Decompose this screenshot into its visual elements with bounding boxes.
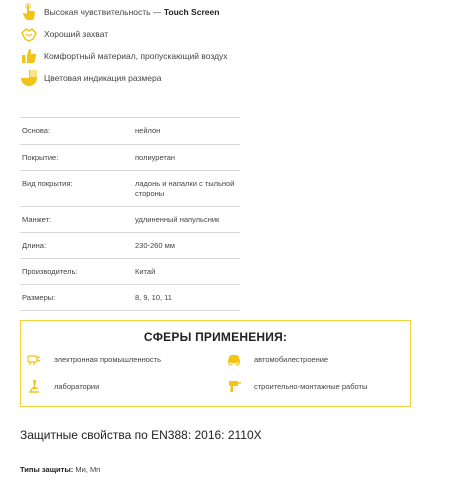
feature-text: Комфортный материал, пропускающий воздух bbox=[44, 51, 228, 61]
application-label: электронная промышленность bbox=[54, 354, 162, 364]
spec-key: Размеры: bbox=[22, 293, 56, 302]
protection-title: Защитные свойства по EN388: 2016: 2110X bbox=[20, 428, 262, 442]
spec-value: удлиненный напульсник bbox=[135, 215, 220, 224]
spec-row bbox=[20, 258, 240, 284]
application-label: лаборатории bbox=[54, 381, 100, 391]
spec-value: ладонь и напалки с тыльной стороны bbox=[135, 179, 235, 198]
spec-table bbox=[20, 117, 240, 311]
application-item bbox=[226, 351, 328, 367]
spec-key: Длина: bbox=[22, 241, 47, 250]
spec-key: Покрытие: bbox=[22, 153, 59, 162]
spec-row bbox=[20, 232, 240, 258]
spec-row bbox=[20, 170, 240, 206]
application-item bbox=[26, 351, 161, 367]
application-item bbox=[26, 378, 99, 394]
color-indicator-icon bbox=[20, 69, 38, 87]
spec-key: Основа: bbox=[22, 126, 51, 135]
feature-text: Хороший захват bbox=[44, 29, 109, 39]
application-label: строительно-монтажные работы bbox=[254, 381, 368, 391]
spec-key: Манжет: bbox=[22, 215, 52, 224]
feature-text: Высокая чувствительность — bbox=[44, 7, 162, 17]
spec-value: полиуретан bbox=[135, 153, 176, 162]
spec-value: Китай bbox=[135, 267, 156, 276]
drill-icon bbox=[226, 378, 242, 394]
application-label: автомобилестроение bbox=[254, 354, 329, 364]
spec-key: Вид покрытия: bbox=[22, 179, 73, 188]
electronics-icon bbox=[26, 351, 42, 367]
applications-box bbox=[20, 320, 411, 407]
grip-hands-icon bbox=[20, 25, 38, 43]
protection-types bbox=[20, 465, 100, 474]
car-icon bbox=[226, 351, 242, 367]
feature-item bbox=[20, 25, 108, 43]
application-item bbox=[226, 378, 367, 394]
spec-row bbox=[20, 284, 240, 311]
thumbs-up-icon bbox=[20, 47, 38, 65]
spec-row bbox=[20, 206, 240, 232]
touch-hand-icon bbox=[20, 3, 38, 21]
feature-item bbox=[20, 3, 219, 21]
spec-value: нейлон bbox=[135, 126, 161, 135]
feature-bold: Touch Screen bbox=[163, 7, 220, 17]
spec-key: Производитель: bbox=[22, 267, 78, 276]
microscope-icon bbox=[26, 378, 42, 394]
applications-title: СФЕРЫ ПРИМЕНЕНИЯ: bbox=[143, 330, 288, 344]
spec-row bbox=[20, 144, 240, 170]
feature-item bbox=[20, 69, 161, 87]
protection-types-label: Типы защиты: bbox=[20, 465, 74, 474]
feature-item bbox=[20, 47, 228, 65]
feature-text: Цветовая индикация размера bbox=[44, 73, 162, 83]
spec-row bbox=[20, 117, 240, 144]
protection-types-value: Ми, Мп bbox=[73, 465, 101, 474]
spec-value: 8, 9, 10, 11 bbox=[135, 293, 172, 302]
spec-value: 230-260 мм bbox=[135, 241, 175, 250]
